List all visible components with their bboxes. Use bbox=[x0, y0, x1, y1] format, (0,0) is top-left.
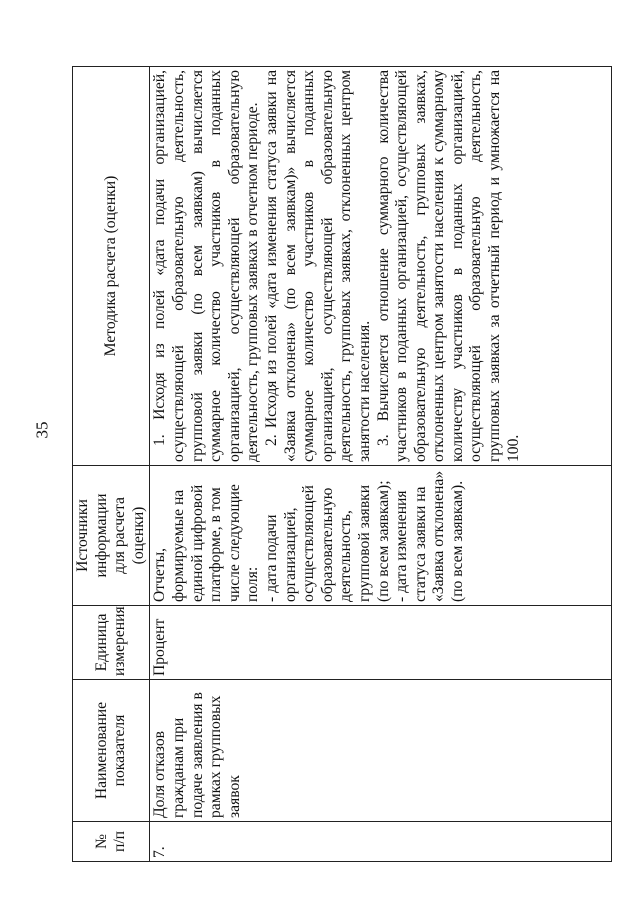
source-line: - дата изменения статуса заявки на «Заявка отклонена» (по всем заявкам). bbox=[393, 470, 466, 602]
cell-unit: Процент bbox=[150, 606, 612, 680]
cell-name: Доля отказов гражданам при подаче заявления в рамках групповых заявок bbox=[150, 680, 612, 822]
header-method: Методика расчета (оценки) bbox=[73, 67, 150, 466]
method-step: 3. Вычисляется отношение суммарного количества участников в поданных организацией, осуществляющей образовательную деятельность, групповых заявках, отклоненных центром занятости населения к суммарному количеству участников в поданных организацией, осуществляющей образовательную деятельность, групповых заявках за отчетный период и умножается на 100. bbox=[374, 70, 522, 462]
method-step: 1. Исходя из полей «дата подачи организацией, осуществляющей образовательную деятельность, групповой заявки (по всем заявкам) вычисляется суммарное количество участников в поданных организацией, осуществляющей образовательную деятельность, групповых заявках в отчетном периоде. bbox=[151, 70, 262, 462]
header-unit: Единица измерения bbox=[73, 606, 150, 680]
table-header-row bbox=[73, 67, 150, 862]
header-name: Наименование показателя bbox=[73, 680, 150, 822]
cell-method bbox=[150, 67, 612, 466]
header-sources: Источники информации для расчета (оценки) bbox=[73, 466, 150, 606]
table-row bbox=[150, 67, 612, 862]
rotated-table-wrapper bbox=[72, 67, 612, 862]
method-step: 2. Исходя из полей «дата изменения статуса заявки на «Заявка отклонена» (по всем заявкам)» вычисляется суммарное количество участников в поданных организацией, осуществляющей образовательную деятельность, групповых заявках, отклоненных центром занятости населения. bbox=[262, 70, 373, 462]
cell-sources bbox=[150, 466, 612, 606]
source-line: Отчеты, формируемые на единой цифровой платформе, в том числе следующие поля: bbox=[151, 484, 262, 602]
source-line: - дата подачи организацией, осуществляющей образовательную деятельность, групповой заявки (по всем заявкам); bbox=[262, 480, 392, 602]
indicator-table bbox=[72, 66, 612, 862]
header-num: № п/п bbox=[73, 822, 150, 862]
cell-num: 7. bbox=[150, 822, 612, 862]
page-number: 35 bbox=[32, 421, 52, 439]
